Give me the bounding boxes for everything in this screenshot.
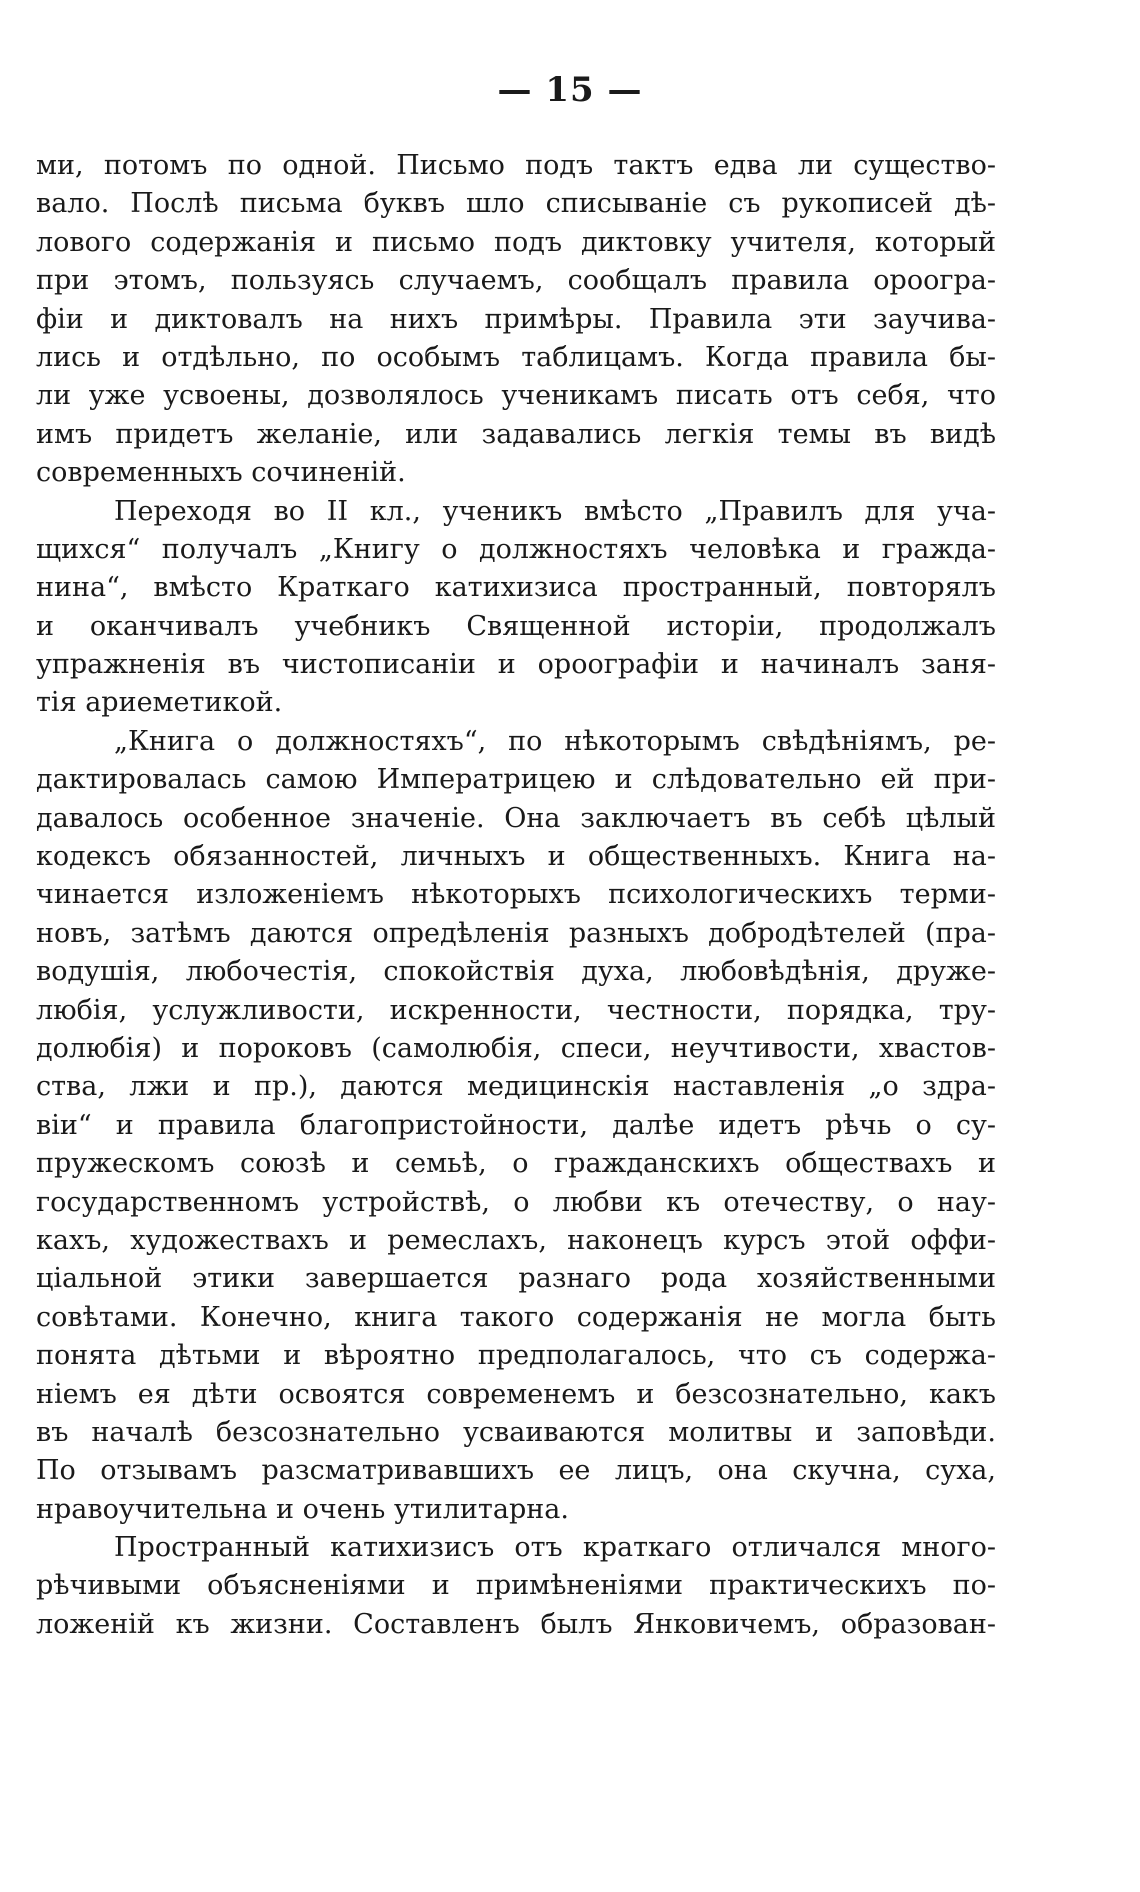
text-line: водушія, любочестія, спокойствія духа, любовѣдѣнія, друже- (36, 956, 996, 988)
body-text (36, 147, 996, 1644)
text-line: ми, потомъ по одной. Письмо подъ тактъ едва ли существо- (36, 150, 996, 181)
paragraph-4 (36, 1529, 996, 1644)
text-line: тія ариеметикой. (36, 687, 283, 719)
text-line: ложеній къ жизни. Составленъ былъ Янковичемъ, образован- (36, 1608, 996, 1640)
text-line: современныхъ сочиненій. (36, 457, 406, 489)
text-line: въ началѣ безсознательно усваиваются молитвы и заповѣди. (36, 1416, 996, 1448)
text-line: По отзывамъ разсматривавшихъ ее лицъ, она скучна, суха, (36, 1455, 996, 1487)
text-line: ніемъ ея дѣти освоятся современемъ и безсознательно, какъ (36, 1378, 996, 1410)
text-line: „Книга о должностяхъ“, по нѣкоторымъ свѣдѣніямъ, ре- (114, 725, 996, 757)
text-line: упражненія въ чистописаніи и ороографіи и начиналъ заня- (36, 649, 996, 681)
text-line: государственномъ устройствѣ, о любви къ отечеству, о нау- (36, 1186, 996, 1218)
text-line: фіи и диктовалъ на нихъ примѣры. Правила эти заучива- (36, 303, 996, 335)
text-line: віи“ и правила благопристойности, далѣе идетъ рѣчь о су- (36, 1109, 996, 1141)
text-line: и оканчивалъ учебникъ Священной исторіи, продолжалъ (36, 610, 996, 642)
text-line: лись и отдѣльно, по особымъ таблицамъ. Когда правила бы- (36, 341, 996, 373)
text-line: щихся“ получалъ „Книгу о должностяхъ человѣка и гражда- (36, 533, 996, 565)
text-line: нравоучительна и очень утилитарна. (36, 1493, 569, 1525)
paragraph-2 (36, 493, 996, 723)
text-line: ціальной этики завершается разнаго рода хозяйственными (36, 1263, 996, 1295)
paragraph-1 (36, 147, 996, 493)
text-line: Переходя во II кл., ученикъ вмѣсто „Правилъ для уча- (114, 495, 996, 527)
text-line: совѣтами. Конечно, книга такого содержанія не могла быть (36, 1301, 996, 1333)
text-line: долюбія) и пороковъ (самолюбія, спеси, неучтивости, хвастов- (36, 1032, 996, 1064)
text-line: чинается изложеніемъ нѣкоторыхъ психологическихъ терми- (36, 879, 996, 911)
text-line: пружескомъ союзѣ и семьѣ, о гражданскихъ обществахъ и (36, 1148, 996, 1180)
text-line: понята дѣтьми и вѣроятно предполагалось, что съ содержа- (36, 1340, 996, 1372)
text-line: любія, услужливости, искренности, честности, порядка, тру- (36, 994, 996, 1026)
text-line: давалось особенное значеніе. Она заключаетъ въ себѣ цѣлый (36, 802, 996, 834)
text-line: новъ, затѣмъ даются опредѣленія разныхъ добродѣтелей (пра- (36, 917, 996, 949)
page-number: — 15 — (497, 70, 643, 110)
text-line: при этомъ, пользуясь случаемъ, сообщалъ правила ороогра- (36, 265, 996, 297)
text-line: вало. Послѣ письма буквъ шло списываніе съ рукописей дѣ- (36, 188, 996, 220)
text-line: рѣчивыми объясненіями и примѣненіями практическихъ по- (36, 1570, 996, 1602)
text-line: ли уже усвоены, дозволялось ученикамъ писать отъ себя, что (36, 380, 996, 412)
text-line: имъ придетъ желаніе, или задавались легкія темы въ видѣ (36, 418, 996, 450)
text-line: ства, лжи и пр.), даются медицинскія наставленія „о здра- (36, 1071, 996, 1103)
text-line: кодексъ обязанностей, личныхъ и общественныхъ. Книга на- (36, 841, 996, 873)
text-line: лового содержанія и письмо подъ диктовку учителя, который (36, 226, 996, 258)
text-line: дактировалась самою Императрицею и слѣдовательно ей при- (36, 764, 996, 796)
paragraph-3 (36, 723, 996, 1529)
text-line: нина“, вмѣсто Краткаго катихизиса пространный, повторялъ (36, 572, 996, 604)
text-line: Пространный катихизисъ отъ краткаго отличался много- (114, 1532, 996, 1564)
text-line: кахъ, художествахъ и ремеслахъ, наконецъ курсъ этой оффи- (36, 1224, 996, 1256)
